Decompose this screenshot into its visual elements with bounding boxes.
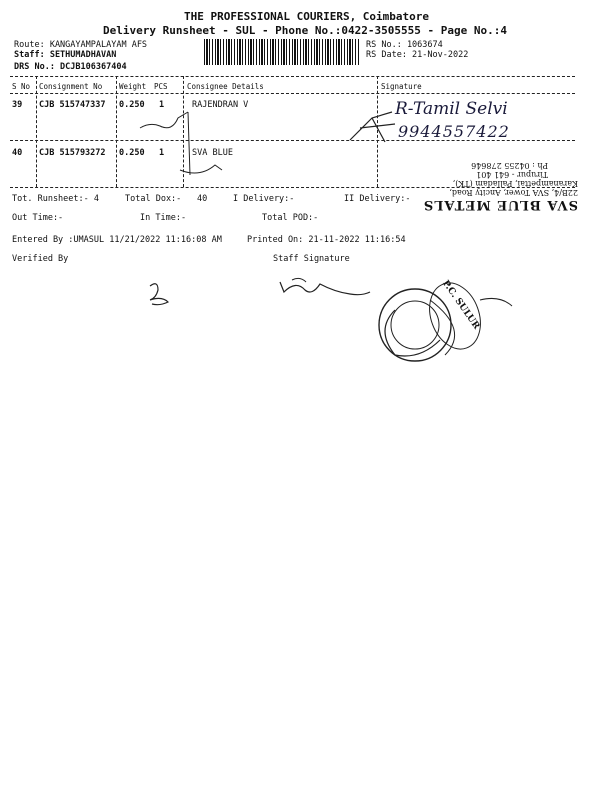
stamp-address-2: Karanampettai, Palladam (TK), xyxy=(452,179,578,188)
stamp-address-1: 22B/4, SVA Tower, Ancity Road, xyxy=(449,188,578,197)
company-title: THE PROFESSIONAL COURIERS, Coimbatore xyxy=(184,10,430,23)
row-sno: 39 xyxy=(12,100,23,110)
staff-label: Staff: SETHUMADHAVAN xyxy=(14,50,117,60)
handwritten-name: R-Tamil Selvi xyxy=(395,99,508,119)
staff-signature-label: Staff Signature xyxy=(273,254,350,264)
row-weight: 0.250 xyxy=(119,100,145,110)
row-consignment: CJB 515793272 xyxy=(39,148,106,158)
ii-delivery: II Delivery:- xyxy=(344,194,411,204)
round-stamp-inner xyxy=(391,301,439,349)
row-weight: 0.250 xyxy=(119,148,145,158)
col-header-weight: Weight xyxy=(119,82,147,91)
in-time: In Time:- xyxy=(140,213,187,223)
row-pcs: 1 xyxy=(159,100,165,110)
row-consignee: RAJENDRAN V xyxy=(192,100,249,110)
printed-on: Printed On: 21-11-2022 11:16:54 xyxy=(247,235,406,245)
drs-number: DRS No.: DCJB106367404 xyxy=(14,62,127,72)
row-pcs: 1 xyxy=(159,148,165,158)
stamp-address-3: Tirupur - 641 401 xyxy=(476,170,548,179)
entered-by: Entered By :UMASUL 11/21/2022 11:16:08 AM xyxy=(12,235,222,245)
round-stamp-outer xyxy=(379,289,451,361)
i-delivery: I Delivery:- xyxy=(233,194,295,204)
stamp-company-name: SVA BLUE METALS xyxy=(422,197,578,212)
out-time: Out Time:- xyxy=(12,213,64,223)
round-stamp-text: P.C. SULUR xyxy=(440,278,482,332)
row-consignment: CJB 515747337 xyxy=(39,100,106,110)
total-pod: Total POD:- xyxy=(262,213,319,223)
stamp-phone: Ph : 04255 278646 xyxy=(471,161,548,170)
col-header-consignment: Consignment No xyxy=(39,82,103,91)
rs-number: RS No.: 1063674 xyxy=(366,40,443,50)
verified-by: Verified By xyxy=(12,254,69,264)
rs-date: RS Date: 21-Nov-2022 xyxy=(366,50,469,60)
col-header-signature: Signature xyxy=(381,82,422,91)
col-header-sno: S No xyxy=(12,82,31,91)
row-sno: 40 xyxy=(12,148,23,158)
total-dox-label: Total Dox:- xyxy=(125,194,182,204)
runsheet-subtitle: Delivery Runsheet - SUL - Phone No.:0422-3505555 - Page No.:4 xyxy=(103,24,507,37)
tot-runsheet: Tot. Runsheet:- 4 xyxy=(12,194,99,204)
row-consignee: SVA BLUE xyxy=(192,148,233,158)
col-header-consignee: Consignee Details xyxy=(187,82,264,91)
handwritten-phone: 9944557422 xyxy=(398,122,510,141)
col-header-pcs: PCS xyxy=(154,82,168,91)
route-label: Route: KANGAYAMPALAYAM AFS xyxy=(14,40,148,50)
total-dox-value: 40 xyxy=(197,194,208,204)
